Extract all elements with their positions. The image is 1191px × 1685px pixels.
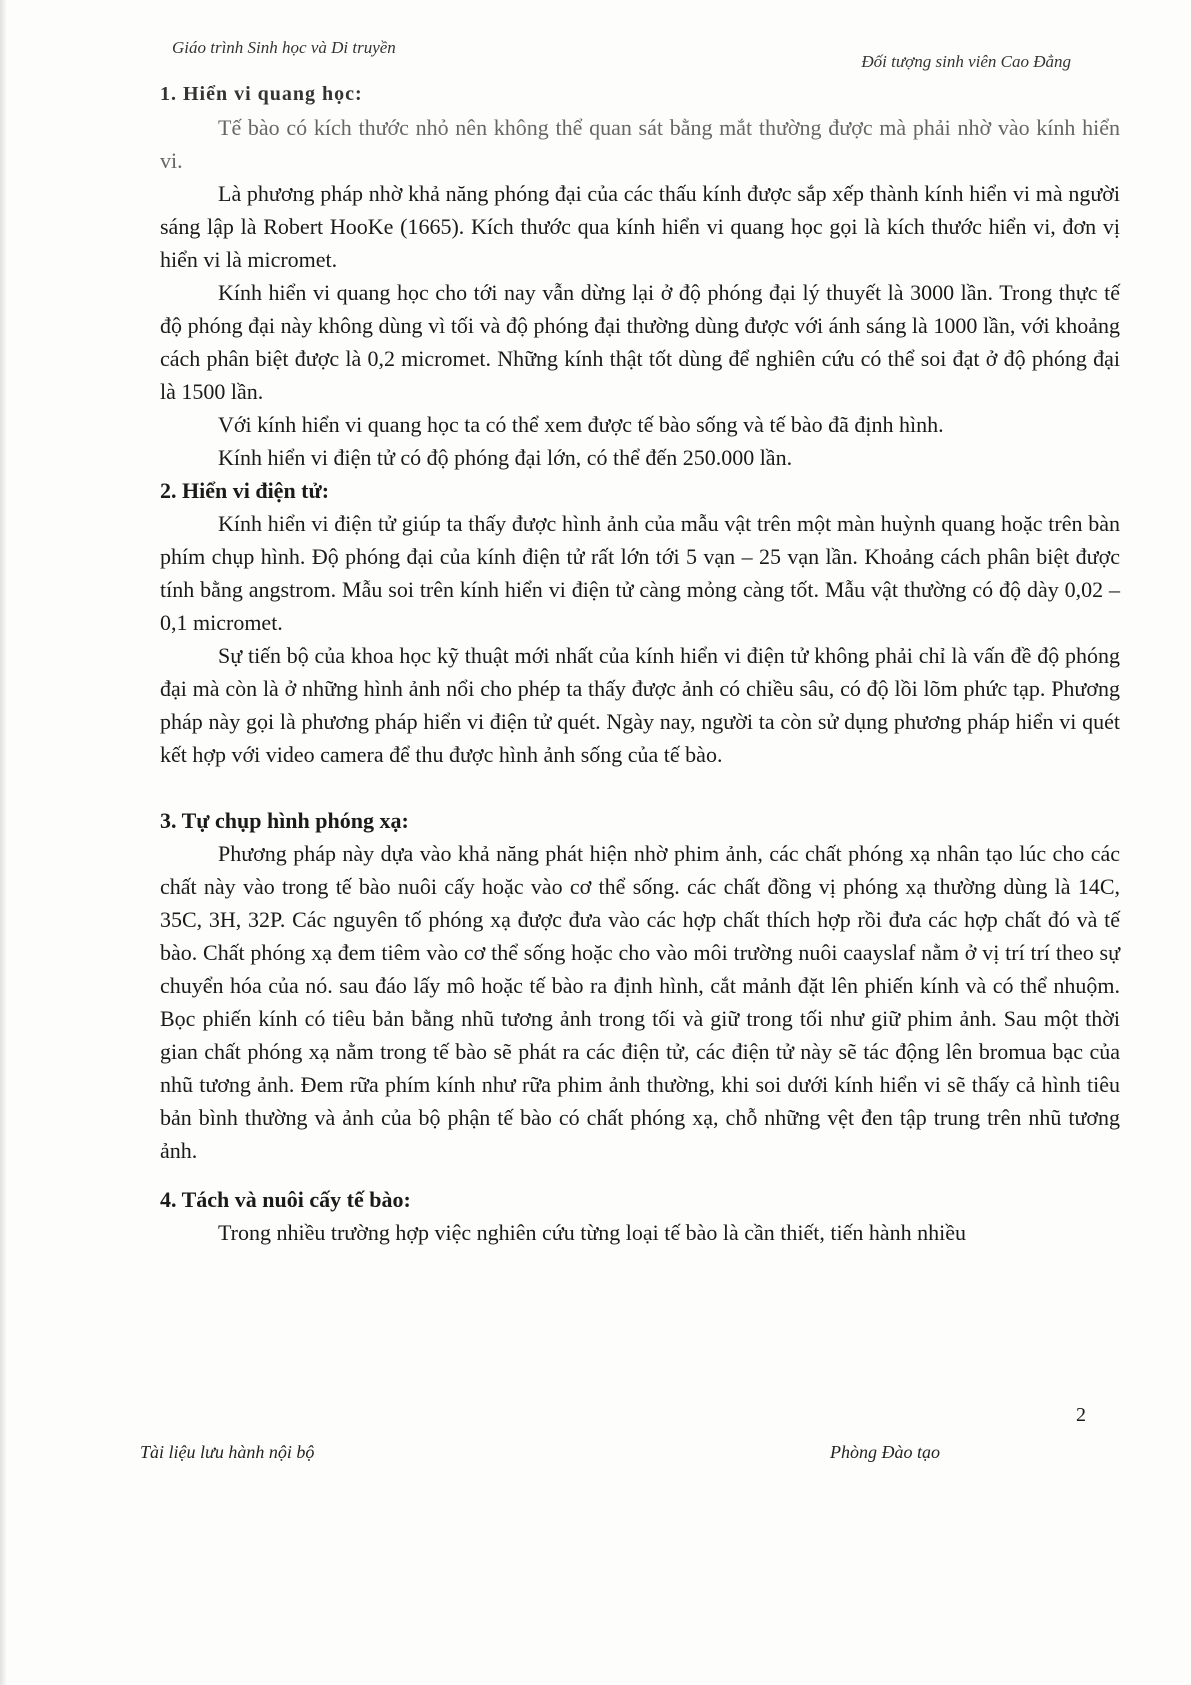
section-1-title: 1. Hiển vi quang học: <box>160 83 363 105</box>
section-4-paragraph-1: Trong nhiều trường hợp việc nghiên cứu từng loại tế bào là cần thiết, tiến hành nhiều <box>218 1220 967 1245</box>
document-body <box>160 78 1120 1249</box>
section-1-paragraph-2: Là phương pháp nhờ khả năng phóng đại của các thấu kính được sắp xếp thành kính hiển vi mà người sáng lập là Robert HooKe (1665). Kích thước qua kính hiển vi quang học gọi là kích thước hiển vi, đơn vị hiển vi là micromet. <box>160 181 1120 272</box>
header-right: Đối tượng sinh viên Cao Đẳng <box>861 52 1071 71</box>
section-4-title: 4. Tách và nuôi cấy tế bào: <box>160 1187 411 1212</box>
section-3-paragraph-1: Phương pháp này dựa vào khả năng phát hiện nhờ phim ảnh, các chất phóng xạ nhân tạo lúc cho các chất này vào trong tế bào nuôi cấy hoặc vào cơ thể sống. các chất đồng vị phóng xạ thường dùng là 14C, 35C, 3H, 32P. Các nguyên tố phóng xạ được đưa vào các hợp chất thích hợp rồi đưa các hợp chất đó và tế bào. Chất phóng xạ đem tiêm vào cơ thể sống hoặc cho vào môi trường nuôi caayslaf nằm ở vị trí trí theo sự chuyển hóa của nó. sau đáo lấy mô hoặc tế bào ra định hình, cắt mảnh đặt lên phiến kính và có thể nhuộm. Bọc phiến kính có tiêu bản bằng nhũ tương ảnh trong tối và giữ trong tối như giữ phim ảnh. Sau một thời gian chất phóng xạ nằm trong tế bào sẽ phát ra các điện tử, các điện tử này sẽ tác động lên bromua bạc của nhũ tương ảnh. Đem rữa phím kính như rữa phim ảnh thường, khi soi dưới kính hiển vi sẽ thấy cả hình tiêu bản bình thường và ảnh của bộ phận tế bào có chất phóng xạ, chỗ những vệt đen tập trung trên nhũ tương ảnh. <box>160 841 1120 1163</box>
section-gap <box>160 1167 1120 1183</box>
section-1-paragraph-5: Kính hiển vi điện tử có độ phóng đại lớn, có thể đến 250.000 lần. <box>218 445 793 470</box>
section-gap <box>160 771 1120 804</box>
section-1-paragraph-1: Tế bào có kích thước nhỏ nên không thể quan sát bằng mắt thường được mà phải nhờ vào kính hiển vi. <box>160 115 1120 173</box>
section-3-title: 3. Tự chụp hình phóng xạ: <box>160 808 409 833</box>
page-number: 2 <box>1076 1404 1086 1426</box>
section-1-paragraph-4: Với kính hiển vi quang học ta có thể xem được tế bào sống và tế bào đã định hình. <box>218 412 944 437</box>
section-1-paragraph-3: Kính hiển vi quang học cho tới nay vẫn dừng lại ở độ phóng đại lý thuyết là 3000 lần. Trong thực tế độ phóng đại này không dùng vì tối và độ phóng đại thường dùng được với ánh sáng là 1000 lần, với khoảng cách phân biệt được là 0,2 micromet. Những kính thật tốt dùng để nghiên cứu có thể soi đạt ở độ phóng đại là 1500 lần. <box>160 280 1120 404</box>
footer-left: Tài liệu lưu hành nội bộ <box>140 1442 315 1462</box>
header-left: Giáo trình Sinh học và Di truyền <box>172 38 396 57</box>
section-2-paragraph-2: Sự tiến bộ của khoa học kỹ thuật mới nhất của kính hiển vi điện tử không phải chỉ là vấn đề độ phóng đại mà còn là ở những hình ảnh nổi cho phép ta thấy được ảnh có chiều sâu, có độ lồi lõm phức tạp. Phương pháp này gọi là phương pháp hiển vi điện tử quét. Ngày nay, người ta còn sử dụng phương pháp hiển vi quét kết hợp với video camera để thu được hình ảnh sống của tế bào. <box>160 643 1120 767</box>
section-2-paragraph-1: Kính hiển vi điện tử giúp ta thấy được hình ảnh của mẫu vật trên một màn huỳnh quang hoặc trên bàn phím chụp hình. Độ phóng đại của kính điện tử rất lớn tới 5 vạn – 25 vạn lần. Khoảng cách phân biệt được tính bằng angstrom. Mẫu soi trên kính hiển vi điện tử càng mỏng càng tốt. Mẫu vật thường có độ dày 0,02 – 0,1 micromet. <box>160 511 1120 635</box>
footer-right: Phòng Đào tạo <box>830 1442 940 1462</box>
section-2-title: 2. Hiển vi điện tử: <box>160 478 330 503</box>
scan-edge <box>0 0 6 1685</box>
